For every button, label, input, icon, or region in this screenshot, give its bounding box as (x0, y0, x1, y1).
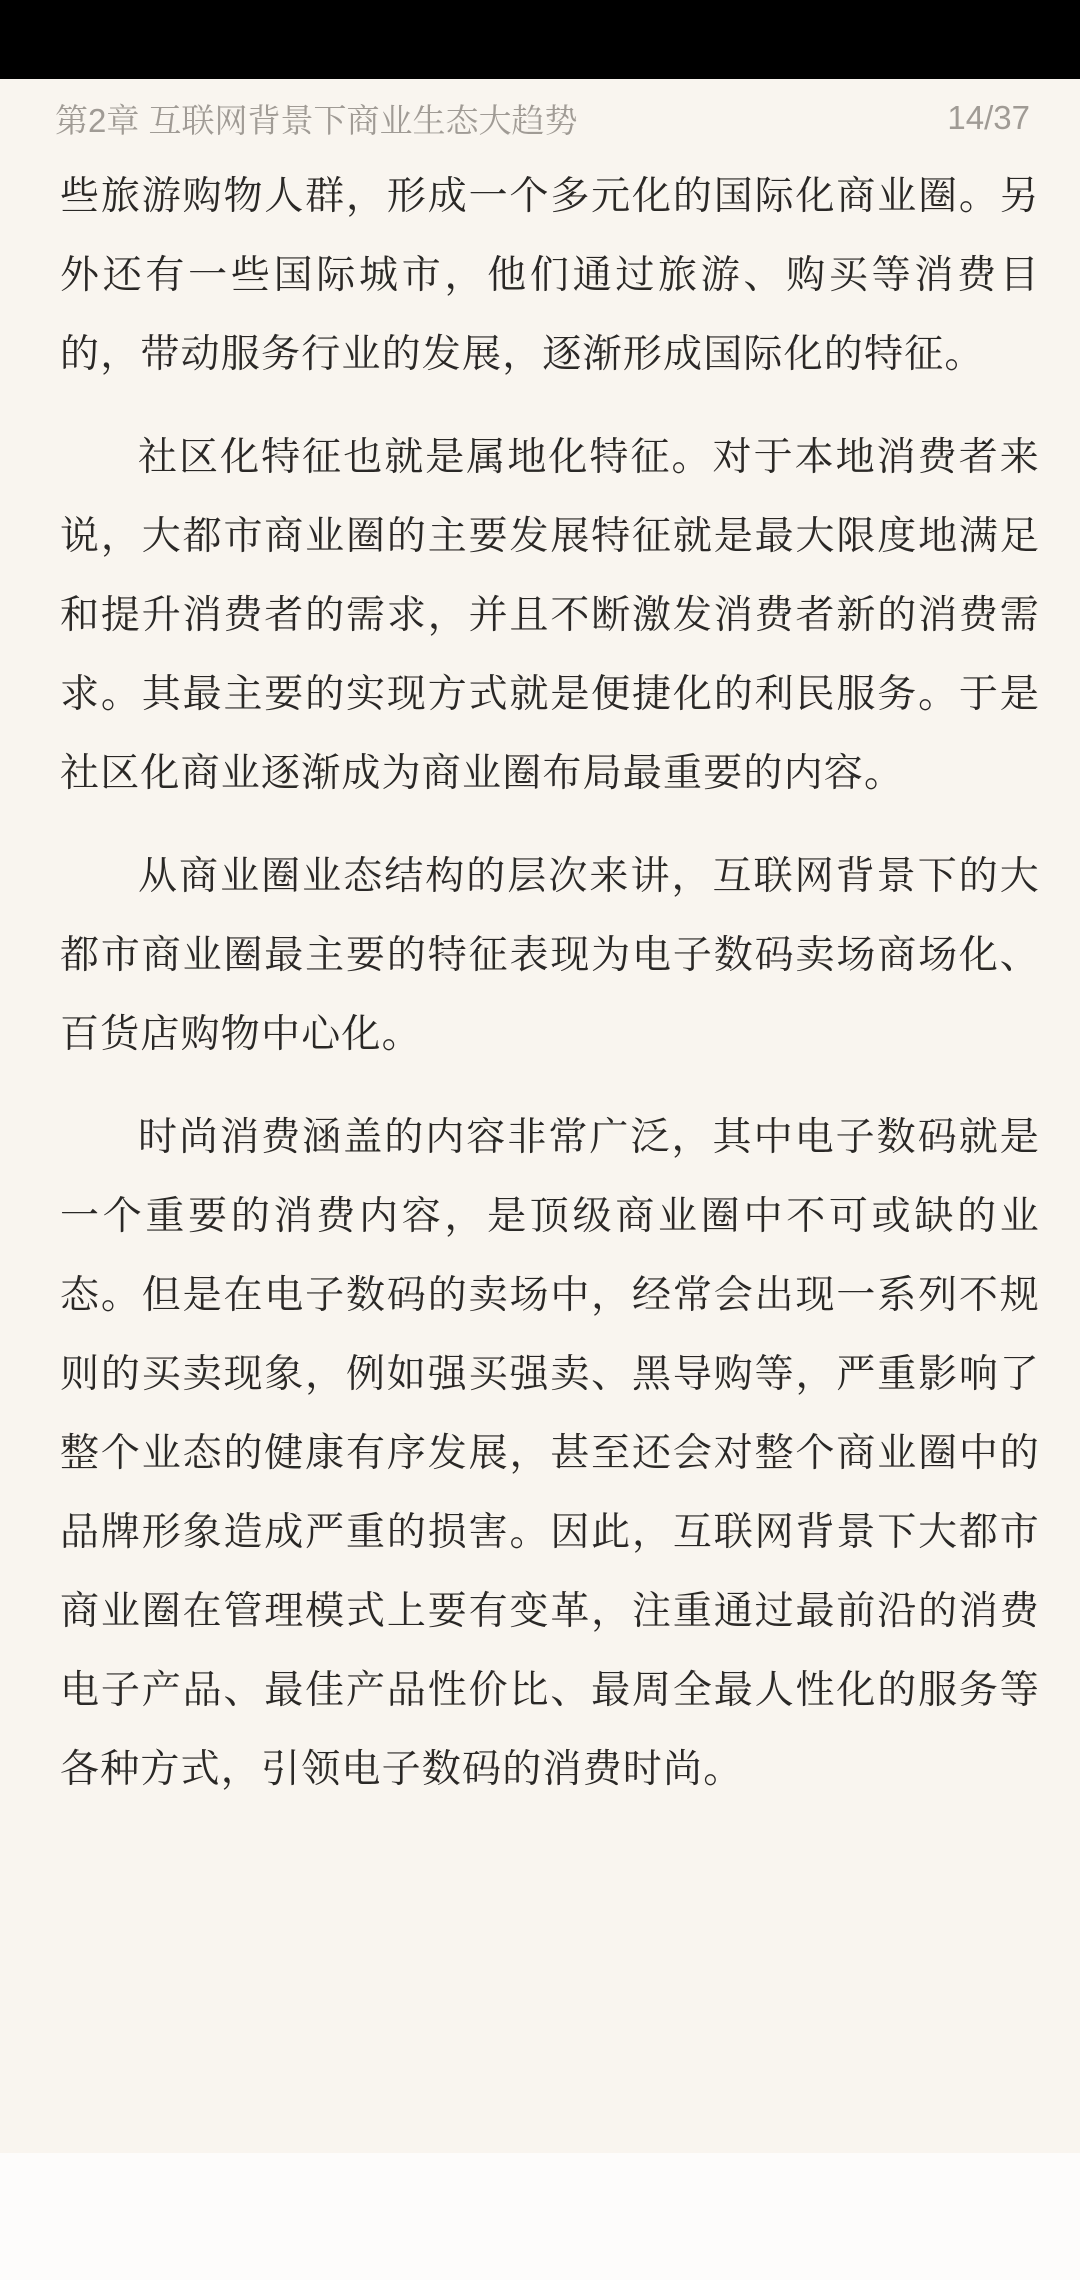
reader-content[interactable] (60, 157, 1040, 1833)
reader-header (0, 79, 1080, 157)
page-indicator: 14/37 (947, 99, 1030, 136)
paragraph: 社区化特征也就是属地化特征。对于本地消费者来说，大都市商业圈的主要发展特征就是最大限度地满足和提升消费者的需求，并且不断激发消费者新的消费需求。其最主要的实现方式就是便捷化的利民服务。于是社区化商业逐渐成为商业圈布局最重要的内容。 (60, 435, 1040, 796)
paragraph: 从商业圈业态结构的层次来讲，互联网背景下的大都市商业圈最主要的特征表现为电子数码卖场商场化、百货店购物中心化。 (60, 854, 1040, 1057)
status-bar (0, 0, 1080, 79)
paragraph: 些旅游购物人群，形成一个多元化的国际化商业圈。另外还有一些国际城市，他们通过旅游、购买等消费目的，带动服务行业的发展，逐渐形成国际化的特征。 (60, 174, 1040, 377)
bottom-blank-area (0, 2153, 1080, 2280)
chapter-title: 第2章 互联网背景下商业生态大趋势 (55, 101, 578, 139)
paragraph: 时尚消费涵盖的内容非常广泛，其中电子数码就是一个重要的消费内容，是顶级商业圈中不可或缺的业态。但是在电子数码的卖场中，经常会出现一系列不规则的买卖现象，例如强买强卖、黑导购等，严重影响了整个业态的健康有序发展，甚至还会对整个商业圈中的品牌形象造成严重的损害。因此，互联网背景下大都市商业圈在管理模式上要有变革，注重通过最前沿的消费电子产品、最佳产品性价比、最周全最人性化的服务等各种方式，引领电子数码的消费时尚。 (60, 1115, 1040, 1792)
